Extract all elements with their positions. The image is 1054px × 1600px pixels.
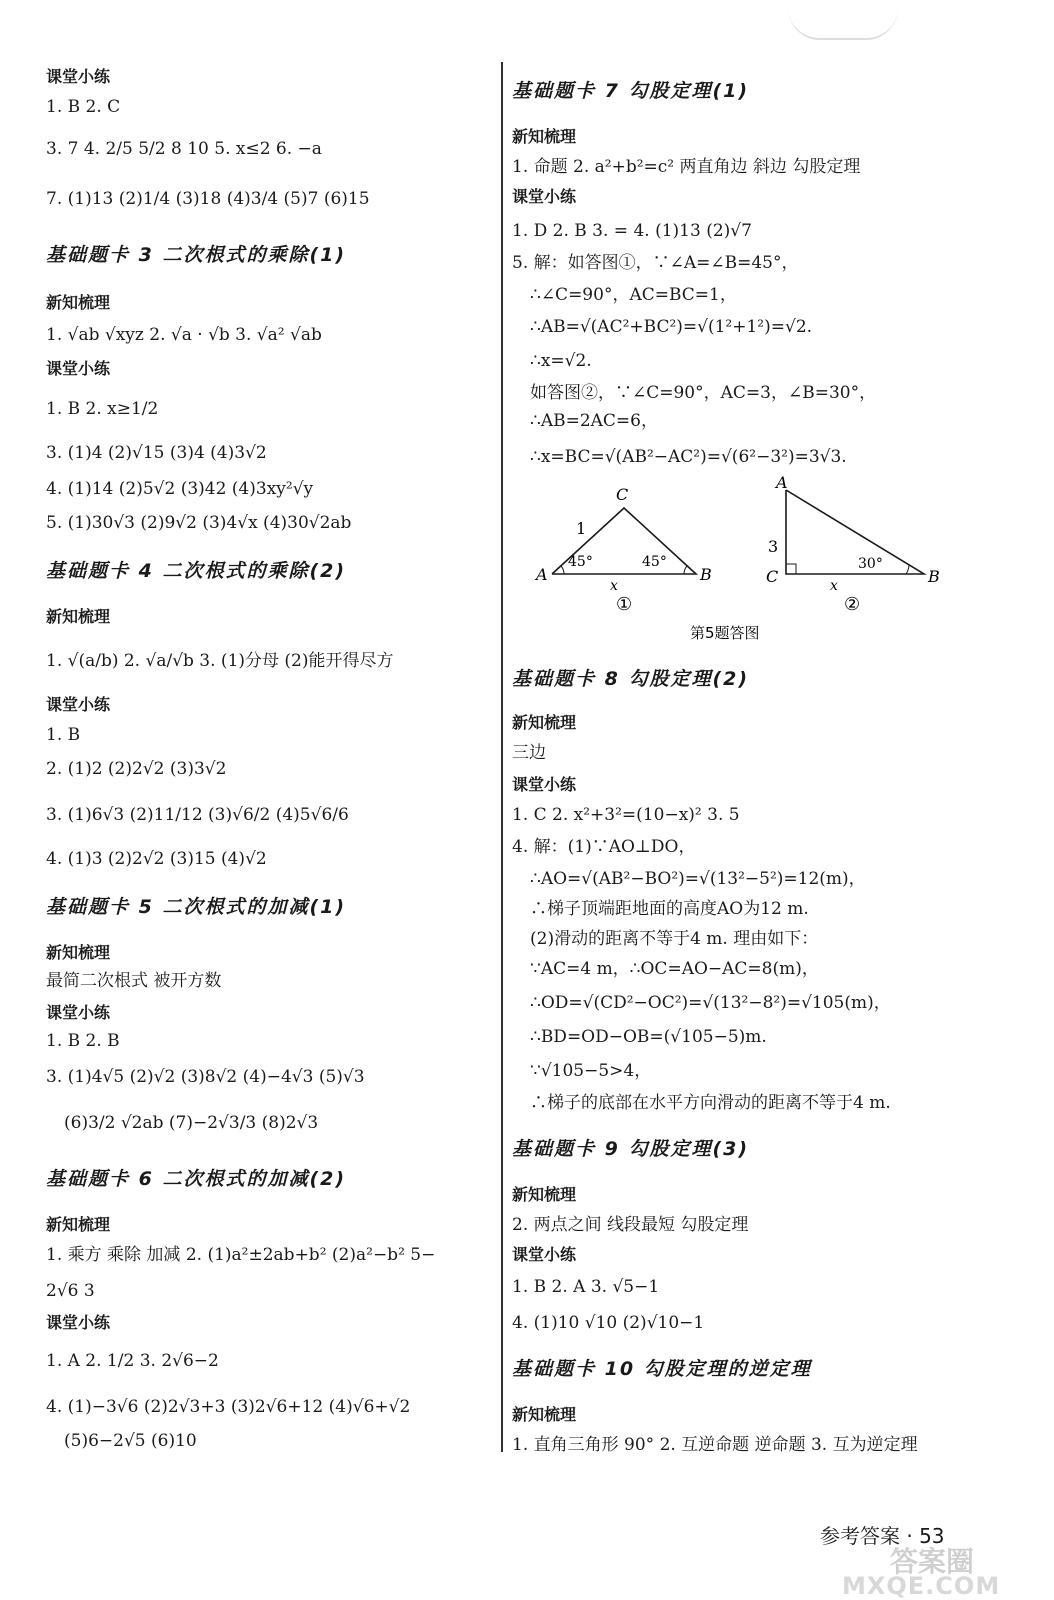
tri2-number: ②	[844, 594, 861, 615]
answer-line: 1. B 2. C	[46, 97, 121, 117]
answer-line: 4. (1)−3√6 (2)2√3+3 (3)2√6+12 (4)√6+√2	[46, 1397, 411, 1417]
subsection-label: 新知梳理	[512, 1405, 577, 1424]
triangle-figure	[512, 470, 982, 650]
tri1-label-a: A	[536, 565, 548, 584]
subsection-label: 课堂小练	[46, 695, 111, 714]
answer-line: 3. (1)4 (2)√15 (3)4 (4)3√2	[46, 443, 267, 463]
answer-line: (6)3/2 √2ab (7)−2√3/3 (8)2√3	[64, 1113, 319, 1133]
answer-line: 5. 解：如答图①，∵∠A=∠B=45°，	[512, 253, 799, 273]
answer-line: 3. (1)6√3 (2)11/12 (3)√6/2 (4)5√6/6	[46, 805, 349, 825]
answer-line: 1. A 2. 1/2 3. 2√6−2	[46, 1351, 219, 1371]
answer-line: ∴梯子顶端距地面的高度AO为12 m.	[530, 899, 809, 919]
subsection-label: 新知梳理	[512, 1185, 577, 1204]
section-heading: 基础题卡 7 勾股定理(1)	[512, 80, 750, 102]
answer-line: ∴x=√2.	[530, 351, 592, 371]
answer-line: 三边	[512, 743, 546, 763]
tri2-base: x	[830, 578, 838, 594]
section-heading: 基础题卡 9 勾股定理(3)	[512, 1138, 750, 1160]
section-heading: 基础题卡 8 勾股定理(2)	[512, 668, 750, 690]
answer-line: ∴AB=√(AC²+BC²)=√(1²+1²)=√2.	[530, 317, 813, 337]
subsection-label: 新知梳理	[46, 607, 111, 626]
tri1-angle-a: 45°	[568, 554, 593, 570]
subsection-label: 新知梳理	[46, 293, 111, 312]
answer-line: 最简二次根式 被开方数	[46, 971, 222, 991]
answer-line: (5)6−2√5 (6)10	[64, 1431, 197, 1451]
triangle-2	[786, 490, 924, 574]
answer-line: 1. B 2. x≥1/2	[46, 399, 159, 419]
page-footer: 参考答案 · 53	[820, 1524, 945, 1548]
answer-line: ∴x=BC=√(AB²−AC²)=√(6²−3²)=3√3.	[530, 447, 847, 467]
answer-line: 4. (1)3 (2)2√2 (3)15 (4)√2	[46, 849, 267, 869]
section-heading: 基础题卡 5 二次根式的加减(1)	[46, 896, 347, 918]
answer-line: ∴BD=OD−OB=(√105−5)m.	[530, 1027, 767, 1047]
tri1-label-c: C	[616, 485, 629, 504]
subsection-label: 课堂小练	[46, 1313, 111, 1332]
tri2-label-a: A	[776, 473, 788, 492]
tri2-label-c: C	[766, 567, 779, 586]
answer-line: 1. 乘方 乘除 加减 2. (1)a²±2ab+b² (2)a²−b² 5−	[46, 1245, 436, 1265]
answer-line: 1. C 2. x²+3²=(10−x)² 3. 5	[512, 805, 740, 825]
answer-line: 2. (1)2 (2)2√2 (3)3√2	[46, 759, 227, 779]
answer-line: 4. (1)14 (2)5√2 (3)42 (4)3xy²√y	[46, 479, 314, 499]
answer-line: 5. (1)30√3 (2)9√2 (3)4√x (4)30√2ab	[46, 513, 352, 533]
subsection-label: 新知梳理	[512, 713, 577, 732]
answer-line: 1. 直角三角形 90° 2. 互逆命题 逆命题 3. 互为逆定理	[512, 1435, 918, 1455]
subsection-label: 新知梳理	[46, 943, 111, 962]
answer-line: 2√6 3	[46, 1281, 95, 1301]
page-top-decoration	[788, 8, 898, 40]
answer-line: ∴∠C=90°，AC=BC=1，	[530, 285, 737, 305]
answer-line: 1. √(a/b) 2. √a/√b 3. (1)分母 (2)能开得尽方	[46, 651, 394, 671]
answer-line: 3. 7 4. 2/5 5/2 8 10 5. x≤2 6. −a	[46, 139, 322, 159]
answer-line: 1. D 2. B 3. = 4. (1)13 (2)√7	[512, 221, 752, 241]
subsection-label: 课堂小练	[512, 1245, 577, 1264]
subsection-label: 新知梳理	[46, 1215, 111, 1234]
section-heading: 基础题卡 10 勾股定理的逆定理	[512, 1358, 812, 1380]
answer-line: 1. B 2. A 3. √5−1	[512, 1277, 660, 1297]
answer-line: ∴梯子的底部在水平方向滑动的距离不等于4 m.	[530, 1093, 891, 1113]
watermark-logo: 答案圈	[890, 1545, 975, 1578]
answer-line: (2)滑动的距离不等于4 m. 理由如下：	[530, 929, 819, 949]
answer-line: ∵AC=4 m，∴OC=AO−AC=8(m)，	[530, 959, 819, 979]
answer-line: ∵√105−5>4，	[530, 1061, 652, 1081]
subsection-label: 课堂小练	[46, 1003, 111, 1022]
column-divider	[501, 62, 503, 1452]
tri2-side: 3	[768, 537, 779, 556]
figure-caption: 第5题答图	[690, 624, 760, 642]
subsection-label: 课堂小练	[46, 67, 111, 86]
answer-line: 7. (1)13 (2)1/4 (3)18 (4)3/4 (5)7 (6)15	[46, 189, 370, 209]
subsection-label: 新知梳理	[512, 127, 577, 146]
answer-line: ∴AO=√(AB²−BO²)=√(13²−5²)=12(m)，	[530, 869, 866, 889]
answer-line: ∴OD=√(CD²−OC²)=√(13²−8²)=√105(m)，	[530, 993, 891, 1013]
section-heading: 基础题卡 3 二次根式的乘除(1)	[46, 244, 347, 266]
answer-line: 1. B	[46, 725, 81, 745]
tri1-base: x	[610, 578, 618, 594]
tri1-angle-b: 45°	[642, 554, 667, 570]
answer-line: 4. (1)10 √10 (2)√10−1	[512, 1313, 705, 1333]
subsection-label: 课堂小练	[512, 775, 577, 794]
tri1-side: 1	[576, 519, 587, 538]
subsection-label: 课堂小练	[46, 359, 111, 378]
tri2-label-b: B	[928, 567, 940, 586]
answer-line: 3. (1)4√5 (2)√2 (3)8√2 (4)−4√3 (5)√3	[46, 1067, 365, 1087]
watermark-url: MXQE.COM	[842, 1572, 1001, 1600]
answer-line: 如答图②，∵∠C=90°，AC=3，∠B=30°，	[530, 383, 877, 403]
tri1-number: ①	[616, 594, 633, 615]
section-heading: 基础题卡 4 二次根式的乘除(2)	[46, 560, 347, 582]
answer-line: 4. 解：(1)∵AO⊥DO，	[512, 837, 696, 857]
answer-line: 1. B 2. B	[46, 1031, 120, 1051]
answer-line: ∴AB=2AC=6，	[530, 411, 658, 431]
subsection-label: 课堂小练	[512, 187, 577, 206]
tri2-angle-b: 30°	[858, 556, 883, 572]
tri1-label-b: B	[700, 565, 712, 584]
section-heading: 基础题卡 6 二次根式的加减(2)	[46, 1168, 347, 1190]
answer-line: 2. 两点之间 线段最短 勾股定理	[512, 1215, 749, 1235]
answer-line: 1. 命题 2. a²+b²=c² 两直角边 斜边 勾股定理	[512, 157, 861, 177]
answer-line: 1. √ab √xyz 2. √a · √b 3. √a² √ab	[46, 325, 322, 345]
